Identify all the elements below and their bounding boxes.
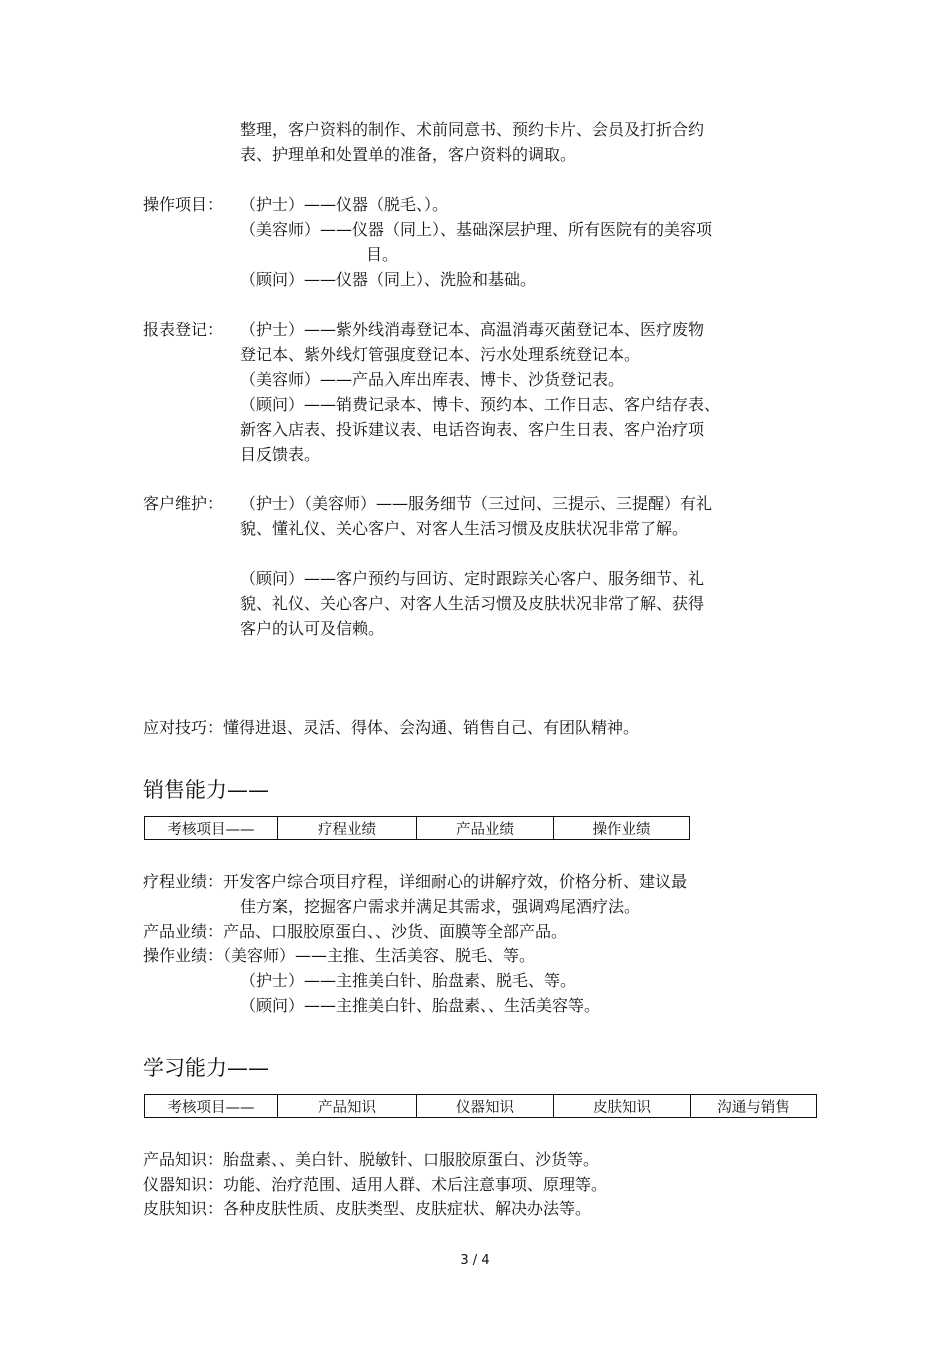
maintain-line: 客户的认可及信赖。 <box>240 619 385 638</box>
sales-heading: 销售能力—— <box>143 778 269 802</box>
table-cell: 操作业绩 <box>554 817 690 840</box>
study-line: 皮肤知识：各种皮肤性质、皮肤类型、皮肤症状、解决办法等。 <box>143 1199 592 1218</box>
intro-line-2: 表、护理单和处置单的准备，客户资料的调取。 <box>240 145 577 164</box>
study-table <box>144 1094 817 1118</box>
table-cell: 考核项目—— <box>145 817 278 840</box>
report-line: （护士）——紫外线消毒登记本、高温消毒灭菌登记本、医疗废物 <box>240 320 705 339</box>
sales-line: 佳方案，挖掘客户需求并满足其需求，强调鸡尾酒疗法。 <box>240 897 641 916</box>
report-line: 新客入店表、投诉建议表、电话咨询表、客户生日表、客户治疗项 <box>240 420 705 439</box>
maintain-line: 貌、礼仪、关心客户、对客人生活习惯及皮肤状况非常了解、获得 <box>240 594 705 613</box>
sales-line: （护士）——主推美白针、胎盘素、脱毛、等。 <box>240 971 577 990</box>
table-cell: 考核项目—— <box>145 1095 278 1118</box>
operation-line: （顾问）——仪器（同上）、洗脸和基础。 <box>240 270 537 289</box>
sales-table <box>144 816 690 840</box>
sales-line: （顾问）——主推美白针、胎盘素、、生活美容等。 <box>240 996 601 1015</box>
report-line: 登记本、紫外线灯管强度登记本、污水处理系统登记本。 <box>240 345 641 364</box>
report-line: 目反馈表。 <box>240 445 321 464</box>
operation-line: （护士）——仪器（脱毛、）。 <box>240 195 449 214</box>
operation-line: （美容师）——仪器（同上）、基础深层护理、所有医院有的美容项 <box>240 220 713 239</box>
page-number: 3 / 4 <box>460 1253 490 1268</box>
maintain-line: （顾问）——客户预约与回访、定时跟踪关心客户、服务细节、礼 <box>240 569 705 588</box>
sales-line: 操作业绩：（美容师）——主推、生活美容、脱毛、等。 <box>143 946 536 965</box>
maintain-line: 貌、懂礼仪、关心客户、对客人生活习惯及皮肤状况非常了解。 <box>240 519 689 538</box>
study-line: 产品知识：胎盘素、、美白针、脱敏针、口服胶原蛋白、沙货等。 <box>143 1150 600 1169</box>
report-line: （美容师）——产品入库出库表、博卡、沙货登记表。 <box>240 370 625 389</box>
table-cell: 产品知识 <box>278 1095 417 1118</box>
operation-line: 目。 <box>366 245 399 264</box>
operation-label: 操作项目： <box>143 195 224 214</box>
sales-line: 产品业绩：产品、口服胶原蛋白、、沙货、面膜等全部产品。 <box>143 922 568 941</box>
table-cell: 疗程业绩 <box>278 817 417 840</box>
intro-line-1: 整理，客户资料的制作、术前同意书、预约卡片、会员及打折合约 <box>240 120 705 139</box>
sales-line: 疗程业绩：开发客户综合项目疗程，详细耐心的讲解疗效，价格分析、建议最 <box>143 872 688 891</box>
table-cell: 皮肤知识 <box>554 1095 691 1118</box>
table-cell: 产品业绩 <box>417 817 554 840</box>
maintain-label: 客户维护： <box>143 494 224 513</box>
report-line: （顾问）——销费记录本、博卡、预约本、工作日志、客户结存表、 <box>240 395 721 414</box>
study-heading: 学习能力—— <box>143 1056 269 1080</box>
table-cell: 沟通与销售 <box>691 1095 817 1118</box>
study-line: 仪器知识：功能、治疗范围、适用人群、术后注意事项、原理等。 <box>143 1175 608 1194</box>
report-label: 报表登记： <box>143 320 224 339</box>
maintain-line: （护士）（美容师）——服务细节（三过问、三提示、三提醒）有礼 <box>240 494 713 513</box>
table-cell: 仪器知识 <box>417 1095 554 1118</box>
skills-line: 应对技巧：懂得进退、灵活、得体、会沟通、销售自己、有团队精神。 <box>143 718 640 737</box>
